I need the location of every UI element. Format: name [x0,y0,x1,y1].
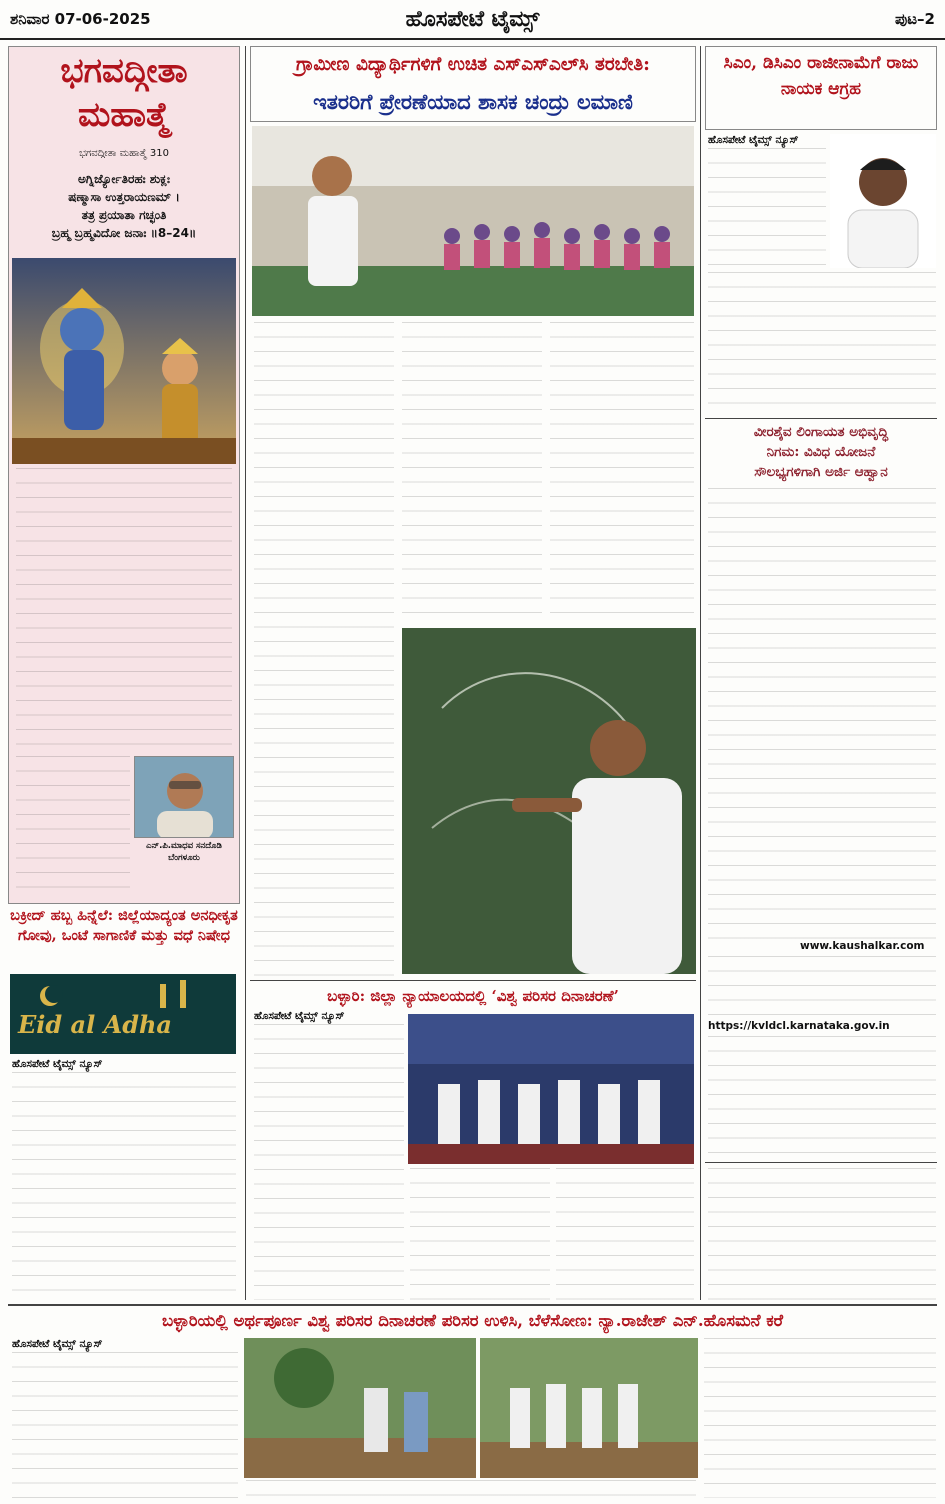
section-rule [705,418,937,419]
gita-series: ಭಗವದ್ಗೀತಾ ಮಹಾತ್ಮೆ 310 [79,148,169,159]
veerashaiva-body-cont [708,956,936,1018]
court-byline: ಹೊಸಪೇಟೆ ಟೈಮ್ಸ್ ನ್ಯೂಸ್ [254,1010,345,1022]
krishna-arjuna-image [12,258,236,464]
environment-body-col-right [704,1338,936,1498]
lead-body [254,322,394,976]
tree-planting-photo-2 [480,1338,698,1478]
paper-name: ಹೊಸಪೇಟೆ ಟೈಮ್ಸ್ [405,6,540,32]
issue-date: ಶನಿವಾರ 07-06-2025 [10,10,151,28]
veerashaiva-body [708,488,936,940]
author-caption: ಎನ್.ಪಿ.ಮಾಧವ ಸನದೊಡಿ ಬೆಂಗಳೂರು [146,841,222,863]
gita-shloka [14,170,234,242]
lead-body-col2 [402,322,542,624]
bakrid-body [12,1072,236,1300]
lead-headline-line2: ಇತರರಿಗೆ ಪ್ರೇರಣೆಯಾದ ಶಾಸಕ ಚಂದ್ರು ಲಮಾಣಿ [313,89,633,114]
gita-title-line1: ಭಗವದ್ಗೀತಾ [60,51,188,91]
environment-photo-caption [246,1480,696,1500]
shloka-line: ಬ್ರಹ್ಮ ಬ್ರಹ್ಮವಿದೋ ಜನಾಃ ॥8–24॥ [51,226,197,240]
gita-body-cont [16,756,130,898]
environment-body [12,1352,238,1498]
column-rule [700,46,701,1300]
court-headline: ಬಳ್ಳಾರಿ: ಜಿಲ್ಲಾ ನ್ಯಾಯಾಲಯದಲ್ಲಿ ‘ವಿಶ್ವ ಪರಿಸರ ದಿನಾಚರಣೆ’ [327,987,619,1005]
court-body [254,1024,404,1300]
cm-headline: ಸಿಎಂ, ಡಿಸಿಎಂ ರಾಜೀನಾಮೆಗೆ ರಾಜು ನಾಯಕ ಆಗ್ರಹ [723,53,919,99]
eid-banner-text: Eid al Adha [18,1010,172,1039]
tree-planting-photo-1 [244,1338,476,1478]
shloka-line: ತತ್ರ ಪ್ರಯಾತಾ ಗಚ್ಛಂತಿ [81,208,167,222]
court-body-col2 [410,1168,550,1300]
veerashaiva-headline-2: ನಿಗಮ: ವಿವಿಧ ಯೋಜನೆ [766,444,876,460]
right-continuation-body [708,1168,936,1300]
lead-headline-line1: ಗ್ರಾಮೀಣ ವಿದ್ಯಾರ್ಥಿಗಳಿಗೆ ಉಚಿತ ಎಸ್‌ಎಸ್‌ಎಲ್‌ಸಿ ತರಬೇತಿ: [296,54,650,75]
column-rule [245,46,246,1300]
lead-body-col3 [550,322,694,624]
court-event-photo [408,1014,694,1164]
veerashaiva-body-tail [708,1036,936,1158]
shloka-line: ಅಗ್ನಿರ್ಜ್ಯೋತಿರಹಃ ಶುಕ್ಲಃ [77,172,171,186]
cm-body-cont [708,272,936,412]
court-body-col3 [556,1168,694,1300]
section-rule [8,1304,937,1306]
teacher-blackboard-photo [402,628,696,974]
section-rule [250,980,696,981]
veerashaiva-website-2: https://kvldcl.karnataka.gov.in [708,1020,890,1032]
cm-byline: ಹೊಸಪೇಟೆ ಟೈಮ್ಸ್ ನ್ಯೂಸ್ [708,134,799,146]
classroom-photo [252,126,694,316]
bakrid-byline: ಹೊಸಪೇಟೆ ಟೈಮ್ಸ್ ನ್ಯೂಸ್ [12,1058,103,1070]
environment-byline: ಹೊಸಪೇಟೆ ಟೈಮ್ಸ್ ನ್ಯೂಸ್ [12,1338,103,1350]
gita-body [16,468,232,750]
section-rule [705,1162,937,1163]
author-photo [134,756,234,838]
veerashaiva-headline-1: ವೀರಶೈವ ಲಿಂಗಾಯತ ಅಭಿವೃದ್ಧಿ [753,424,889,440]
gita-title-line2: ಮಹಾತ್ಮೆ [78,95,170,135]
cm-body [708,148,826,270]
page-number: ಪುಟ–2 [895,10,935,28]
bakrid-headline: ಬಕ್ರೀದ್ ಹಬ್ಬ ಹಿನ್ನೆಲೆ: ಜಿಲ್ಲೆಯಾದ್ಯಂತ ಅನಧೀಕೃತ ಗೋವು, ಒಂಟೆ ಸಾಗಾಣಿಕೆ ಮತ್ತು ವಧೆ ನಿಷೇಧ [10,907,238,944]
shloka-line: ಷಣ್ಮಾಸಾ ಉತ್ತರಾಯಣಮ್ । [68,190,180,204]
veerashaiva-headline-3: ಸೌಲಭ್ಯಗಳಿಗಾಗಿ ಅರ್ಜಿ ಆಹ್ವಾನ [754,464,888,480]
environment-headline: ಬಳ್ಳಾರಿಯಲ್ಲಿ ಅರ್ಥಪೂರ್ಣ ವಿಶ್ವ ಪರಿಸರ ದಿನಾಚರಣೆ ಪರಿಸರ ಉಳಿಸಿ, ಬೆಳೆಸೋಣ: ನ್ಯಾ.ರಾಜೇಶ್ ಎನ್.ಹೊಸಮನೆ ಕರೆ [161,1311,784,1330]
raju-nayaka-photo [830,134,936,268]
veerashaiva-website: www.kaushalkar.com [800,940,925,952]
